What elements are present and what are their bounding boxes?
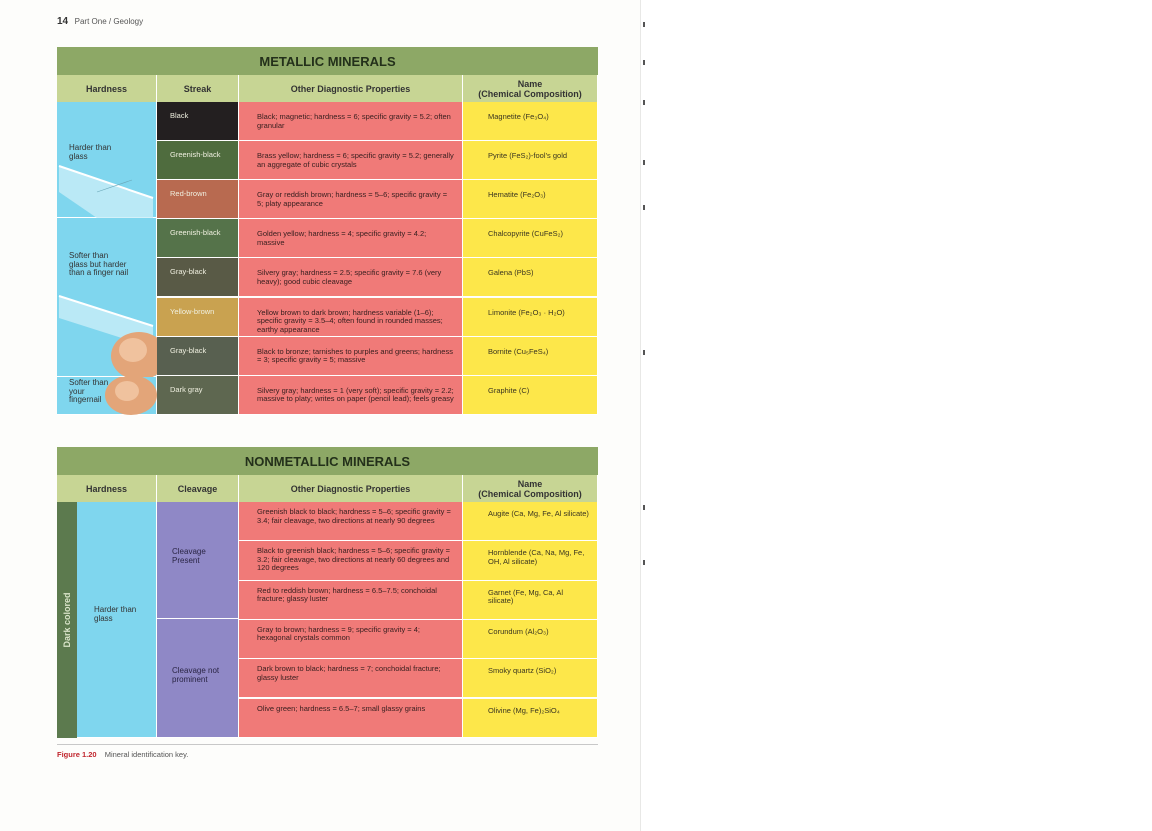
streak-cell: Gray-black (157, 258, 239, 297)
mineral-name-cell: Chalcopyrite (CuFeS₂) (463, 219, 598, 258)
fingernail-illustration (57, 377, 157, 415)
properties-cell: Brass yellow; hardness = 6; specific gravity = 5.2; generally an aggregate of cubic crystals (239, 141, 463, 180)
mineral-name-cell: Hematite (Fe₂O₃) (463, 180, 598, 219)
properties-cell: Silvery gray; hardness = 1 (very soft); specific gravity = 2.2; massive to platy; writes on paper (pencil lead); feels greasy (239, 376, 463, 415)
header-properties: Other Diagnostic Properties (239, 75, 463, 102)
properties-cell: Gray to brown; hardness = 9; specific gravity = 4; hexagonal crystals common (239, 620, 463, 659)
nonmetallic-table-title: NONMETALLIC MINERALS (57, 447, 598, 475)
metallic-table-title: METALLIC MINERALS (57, 47, 598, 75)
properties-cell: Greenish black to black; hardness = 5–6; specific gravity = 3.4; fair cleavage, two directions at nearly 90 degrees (239, 502, 463, 541)
mineral-name-cell: Smoky quartz (SiO₂) (463, 659, 598, 698)
nonmetallic-minerals-table (57, 447, 598, 738)
dark-colored-label: Dark colored (62, 592, 72, 648)
hardness-group-harder-than-glass (57, 102, 157, 218)
edge-mark (643, 350, 645, 355)
glass-plate-illustration (57, 102, 157, 218)
mineral-name-cell: Magnetite (Fe₃O₄) (463, 102, 598, 141)
streak-cell: Greenish-black (157, 141, 239, 180)
properties-cell: Gray or reddish brown; hardness = 5–6; specific gravity = 5; platy appearance (239, 180, 463, 219)
mineral-name-cell: Hornblende (Ca, Na, Mg, Fe, OH, Al silicate) (463, 541, 598, 580)
streak-cell: Dark gray (157, 376, 239, 415)
hardness-group-softer-than-glass (57, 218, 157, 377)
edge-mark (643, 60, 645, 65)
caption-rule (57, 744, 598, 745)
streak-cell: Gray-black (157, 337, 239, 376)
header-hardness: Hardness (57, 475, 157, 502)
streak-cell: Red-brown (157, 180, 239, 219)
edge-mark (643, 22, 645, 27)
figure-caption (57, 750, 188, 759)
dark-colored-band (57, 502, 77, 738)
properties-cell: Red to reddish brown; hardness = 6.5–7.5; conchoidal fracture; glassy luster (239, 581, 463, 620)
header-name: Name (Chemical Composition) (463, 75, 598, 102)
mineral-name-cell: Olivine (Mg, Fe)₂SiO₄ (463, 699, 598, 738)
properties-cell: Black to bronze; tarnishes to purples and greens; hardness = 3; specific gravity = 5; massive (239, 337, 463, 376)
properties-cell: Yellow brown to dark brown; hardness variable (1–6); specific gravity = 3.5–4; often found in rounded masses; earthy appearance (239, 298, 463, 337)
right-page-blank (641, 0, 1152, 831)
mineral-name-cell: Limonite (Fe₂O₃ · H₂O) (463, 298, 598, 337)
edge-mark (643, 505, 645, 510)
edge-mark (643, 100, 645, 105)
streak-cell: Black (157, 102, 239, 141)
section-title: Part One / Geology (74, 17, 144, 26)
cleavage-not-prominent-group (157, 619, 239, 738)
figure-caption-text: Mineral identification key. (104, 750, 189, 759)
page-number: 14 (57, 16, 69, 27)
mineral-name-cell: Graphite (C) (463, 376, 598, 415)
streak-cell: Yellow-brown (157, 298, 239, 337)
hardness-group-softer-than-fingernail (57, 377, 157, 415)
cleavage-label: Cleavage not prominent (172, 666, 220, 684)
mineral-name-cell: Garnet (Fe, Mg, Ca, Al silicate) (463, 581, 598, 620)
hardness-harder-than-glass (77, 502, 157, 738)
properties-cell: Golden yellow; hardness = 4; specific gravity = 4.2; massive (239, 219, 463, 258)
header-cleavage: Cleavage (157, 475, 239, 502)
edge-mark (643, 160, 645, 165)
metallic-minerals-table (57, 47, 598, 415)
properties-cell: Dark brown to black; hardness = 7; conchoidal fracture; glassy luster (239, 659, 463, 698)
cleavage-label: Cleavage Present (172, 547, 206, 565)
header-streak: Streak (157, 75, 239, 102)
properties-cell: Black; magnetic; hardness = 6; specific gravity = 5.2; often granular (239, 102, 463, 141)
mineral-name-cell: Corundum (Al₂O₃) (463, 620, 598, 659)
header-name: Name (Chemical Composition) (463, 475, 598, 502)
streak-cell: Greenish-black (157, 219, 239, 258)
hardness-label: Harder than glass (69, 143, 112, 161)
edge-mark (643, 560, 645, 565)
header-hardness: Hardness (57, 75, 157, 102)
hardness-label: Harder than glass (94, 605, 137, 623)
hardness-label: Softer than glass but harder than a finger nail (69, 251, 129, 277)
edge-mark (643, 205, 645, 210)
properties-cell: Silvery gray; hardness = 2.5; specific gravity = 7.6 (very heavy); good cubic cleavage (239, 258, 463, 297)
properties-cell: Olive green; hardness = 6.5–7; small glassy grains (239, 699, 463, 738)
properties-cell: Black to greenish black; hardness = 5–6; specific gravity = 3.2; fair cleavage, two directions at nearly 60 degrees and 120 degrees (239, 541, 463, 580)
hardness-label: Softer than your fingernail (69, 378, 109, 404)
mineral-name-cell: Pyrite (FeS₂)-fool’s gold (463, 141, 598, 180)
header-properties: Other Diagnostic Properties (239, 475, 463, 502)
mineral-name-cell: Bornite (Cu₅FeS₄) (463, 337, 598, 376)
glass-and-fingernail-illustration (57, 218, 157, 377)
running-head (57, 16, 143, 27)
mineral-name-cell: Galena (PbS) (463, 258, 598, 297)
cleavage-present-group (157, 502, 239, 619)
figure-number: Figure 1.20 (57, 750, 97, 759)
mineral-name-cell: Augite (Ca, Mg, Fe, Al silicate) (463, 502, 598, 541)
